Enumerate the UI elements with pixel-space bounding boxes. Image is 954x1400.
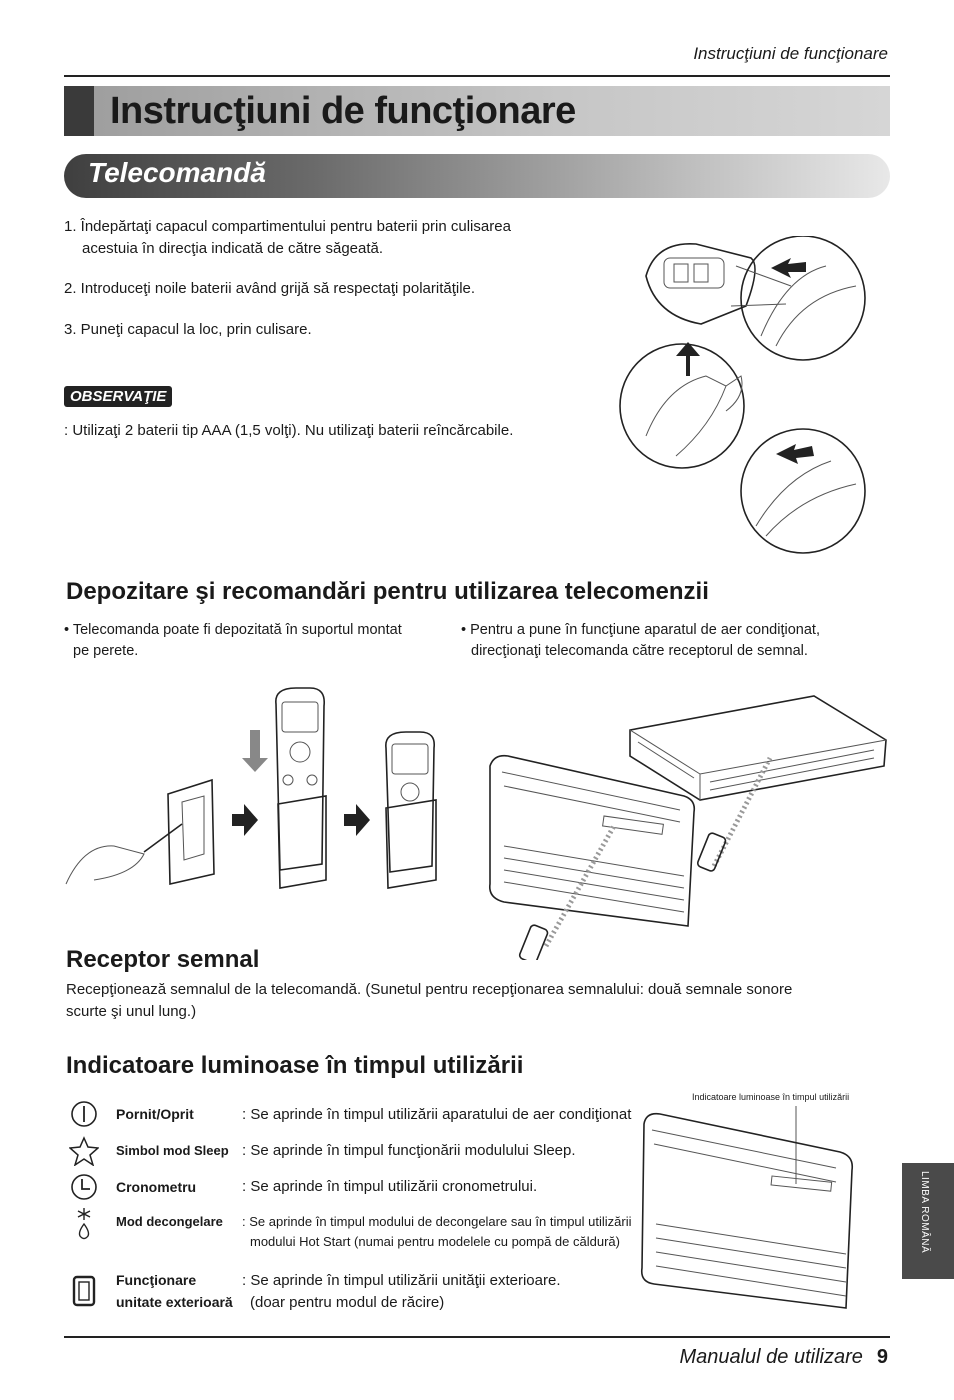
step2-circle xyxy=(620,344,744,468)
indicator-desc-sleep: : Se aprinde în timpul funcţionării modulului Sleep. xyxy=(242,1142,576,1159)
indicator-label-timer: Cronometru xyxy=(116,1179,197,1195)
indicator-desc-power: : Se aprinde în timpul utilizării aparatului de aer condiţionat xyxy=(242,1106,632,1123)
arrow-left-icon xyxy=(771,258,806,278)
footer xyxy=(679,1346,888,1369)
signal-receptor xyxy=(603,816,664,834)
battery-step-1: 1. Îndepărtaţi capacul compartimentului pentru baterii prin culisarea xyxy=(64,218,511,235)
note-text: : Utilizaţi 2 baterii tip AAA (1,5 volţi). Nu utilizaţi baterii reîncărcabile. xyxy=(64,422,514,439)
remote-in-holder-sketch xyxy=(242,688,326,888)
power-icon xyxy=(64,1098,104,1130)
receiver-heading: Receptor semnal xyxy=(66,946,260,973)
receiver-line-2: scurte şi unul lung.) xyxy=(66,1003,197,1020)
arrow-up-icon xyxy=(676,342,700,376)
signal-beam xyxy=(546,826,614,946)
title-block-marker xyxy=(64,86,94,136)
wall-holder-sketch xyxy=(168,780,214,884)
indicator-desc-outdoor: : Se aprinde în timpul utilizării unităţii exterioare. xyxy=(242,1272,561,1289)
indicator-desc-timer: : Se aprinde în timpul utilizării cronometrului. xyxy=(242,1178,538,1195)
header-rule xyxy=(64,75,890,77)
arrow-right-icon xyxy=(776,444,814,464)
battery-step-3: 3. Puneţi capacul la loc, prin culisare. xyxy=(64,321,312,338)
remote-sketch xyxy=(519,924,549,960)
indicator-label-outdoor-cont: unitate exterioară xyxy=(116,1294,233,1310)
step1-circle xyxy=(741,236,865,360)
running-title: Instrucţiuni de funcţionare xyxy=(693,44,888,63)
language-tab-label: LIMBA ROMÂNĂ xyxy=(919,1171,930,1254)
hand-screwdriver-sketch xyxy=(66,824,182,884)
step3-circle xyxy=(741,429,865,553)
remote-sketch xyxy=(697,832,727,872)
indicator-label-outdoor: Funcţionare xyxy=(116,1272,197,1288)
outdoor-unit-icon xyxy=(64,1272,104,1310)
defrost-icon xyxy=(64,1206,104,1242)
indicator-desc-outdoor-cont: (doar pentru modul de răcire) xyxy=(250,1294,445,1311)
remote-back-sketch xyxy=(646,244,755,324)
remote-stored-sketch xyxy=(386,732,436,888)
ceiling-unit-sketch xyxy=(630,696,886,800)
arrow-right-icon xyxy=(232,804,258,836)
manual-title: Manualul de utilizare xyxy=(679,1346,863,1368)
battery-replacement-illustration xyxy=(616,236,872,556)
air-conditioner-signal-illustration xyxy=(474,686,890,960)
indicator-figure-label: Indicatoare luminoase în timpul utilizării xyxy=(692,1092,850,1102)
star-icon xyxy=(64,1135,104,1167)
storage-bullet-1: • Telecomanda poate fi depozitată în suportul montat xyxy=(64,622,402,638)
indicator-desc-defrost: : Se aprinde în timpul modului de decongelare sau în timpul utilizării xyxy=(242,1214,632,1229)
arrow-right-icon xyxy=(344,804,370,836)
indicator-lights xyxy=(771,1176,832,1191)
indicator-panel-illustration xyxy=(636,1104,860,1324)
arrow-down-icon xyxy=(242,730,268,772)
indicators-heading: Indicatoare luminoase în timpul utilizării xyxy=(66,1052,524,1079)
page-title: Instrucţiuni de funcţionare xyxy=(110,90,576,132)
language-tab xyxy=(902,1163,954,1279)
storage-bullet-1-cont: pe perete. xyxy=(73,643,139,659)
clock-icon xyxy=(64,1171,104,1203)
storage-bullet-2: • Pentru a pune în funcţiune aparatul de aer condiţionat, xyxy=(461,622,820,638)
note-label: OBSERVAŢIE xyxy=(64,386,172,407)
indicator-label-power: Pornit/Oprit xyxy=(116,1106,194,1122)
storage-heading: Depozitare şi recomandări pentru utilizarea telecomenzii xyxy=(66,578,709,605)
indicator-label-sleep: Simbol mod Sleep xyxy=(116,1143,229,1158)
page-number: 9 xyxy=(876,1346,888,1368)
indicator-label-defrost: Mod decongelare xyxy=(116,1214,223,1229)
footer-rule xyxy=(64,1336,890,1338)
battery-step-2: 2. Introduceţi noile baterii având grijă să respectaţi polarităţile. xyxy=(64,280,476,297)
section-title-band xyxy=(64,154,890,198)
battery-step-1-cont: acestuia în direcţia indicată de către săgeată. xyxy=(82,240,384,257)
page-title-band xyxy=(64,86,890,136)
floor-unit-sketch xyxy=(490,756,695,926)
receiver-line-1: Recepţionează semnalul de la telecomandă. (Sunetul pentru recepţionarea semnalului: două semnale sonore xyxy=(66,981,793,998)
remote-holder-illustration xyxy=(64,684,454,910)
storage-bullet-2-cont: direcţionaţi telecomanda către receptorul de semnal. xyxy=(471,643,808,659)
indicator-desc-defrost-cont: modului Hot Start (numai pentru modelele cu pompă de căldură) xyxy=(250,1234,620,1249)
section-title: Telecomandă xyxy=(88,157,266,188)
